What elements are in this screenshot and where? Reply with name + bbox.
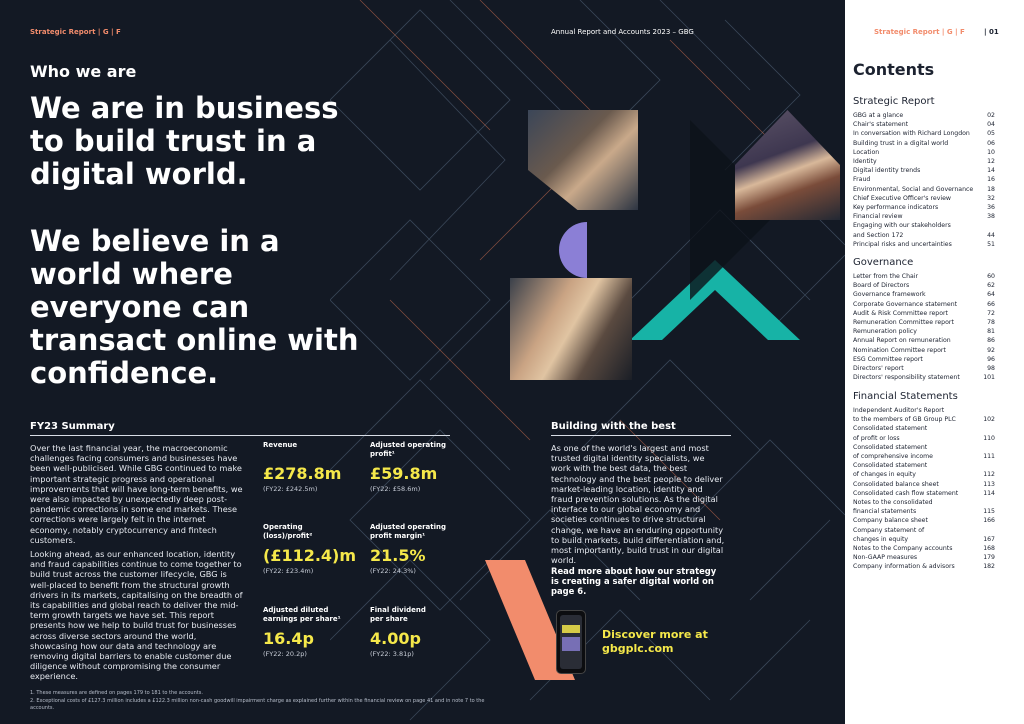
- toc-item-page: 44: [987, 231, 995, 239]
- toc-item-page: 66: [987, 300, 995, 308]
- kpi-value: (£112.4)m: [263, 546, 357, 565]
- toc-item-page: 78: [987, 319, 995, 327]
- toc-item-label: of profit or loss: [853, 434, 900, 442]
- toc-item-page: 182: [983, 563, 995, 571]
- toc-item-label: Letter from the Chair: [853, 273, 919, 280]
- toc-item-label: Remuneration Committee report: [853, 319, 954, 327]
- toc-item[interactable]: [853, 272, 995, 281]
- toc-item-label: financial statements: [853, 508, 917, 516]
- toc-item[interactable]: [853, 498, 995, 507]
- toc-item-label: GBG at a glance: [853, 112, 904, 119]
- toc-item-page: 64: [987, 291, 995, 299]
- toc-item-label: Nomination Committee report: [853, 346, 946, 354]
- discover-more-link[interactable]: Discover more at gbgplc.com: [602, 628, 708, 655]
- toc-item[interactable]: [853, 111, 995, 120]
- toc-heading-financial: Financial Statements: [853, 391, 958, 402]
- toc-item[interactable]: [853, 194, 995, 203]
- toc-item-page: 81: [987, 328, 995, 336]
- kpi-diluted-eps: [263, 606, 363, 658]
- toc-item[interactable]: [853, 424, 995, 433]
- toc-item[interactable]: [853, 434, 995, 443]
- toc-item[interactable]: [853, 327, 995, 336]
- toc-item-label: Consolidated statement: [853, 425, 928, 433]
- toc-item[interactable]: [853, 129, 995, 138]
- toc-item[interactable]: [853, 346, 995, 355]
- toc-item-label: Governance framework: [853, 291, 926, 299]
- kpi-prior: (FY22: £23.4m): [263, 567, 314, 575]
- toc-list-governance: [853, 272, 995, 382]
- toc-item-page: 72: [987, 309, 995, 317]
- toc-item-label: Engaging with our stakeholders: [853, 222, 951, 230]
- toc-item-label: Building trust in a digital world: [853, 139, 949, 147]
- toc-item-label: In conversation with Richard Longdon: [853, 130, 970, 138]
- toc-item-page: 51: [987, 240, 995, 248]
- kpi-prior: (FY22: £58.6m): [370, 485, 421, 493]
- toc-item-page: 10: [987, 148, 995, 156]
- toc-item-page: 168: [983, 545, 995, 553]
- toc-item[interactable]: [853, 281, 995, 290]
- toc-item-label: Non-GAAP measures: [853, 554, 918, 562]
- toc-item-label: Financial review: [853, 213, 903, 221]
- toc-item[interactable]: [853, 535, 995, 544]
- toc-item-page: 06: [987, 139, 995, 147]
- toc-item-page: 92: [987, 346, 995, 354]
- kpi-label: Operating (loss)/profit²: [263, 523, 313, 540]
- toc-item[interactable]: [853, 157, 995, 166]
- contents-page: [845, 0, 1024, 724]
- toc-item[interactable]: [853, 300, 995, 309]
- kpi-operating-margin: [370, 523, 450, 575]
- toc-item[interactable]: [853, 231, 995, 240]
- toc-item-page: 102: [983, 416, 995, 424]
- read-more-link[interactable]: Read more about how our strategy is creating a safer digital world on page 6.: [551, 566, 717, 596]
- toc-item-page: 02: [987, 112, 995, 119]
- footnote-1: 1. These measures are defined on pages 179 to 181 to the accounts.: [30, 690, 203, 696]
- kpi-operating-loss: [263, 523, 363, 575]
- toc-item-label: Independent Auditor's Report: [853, 407, 945, 414]
- toc-item[interactable]: [853, 507, 995, 516]
- kpi-value: 21.5%: [370, 546, 426, 565]
- toc-item-page: 36: [987, 204, 995, 212]
- toc-item[interactable]: [853, 443, 995, 452]
- toc-item-page: 60: [987, 273, 995, 280]
- toc-item-label: Key performance indicators: [853, 204, 939, 212]
- toc-item-label: Remuneration policy: [853, 328, 917, 336]
- toc-item-label: Company information & advisors: [853, 563, 955, 571]
- toc-item-page: 38: [987, 213, 995, 221]
- kpi-value: £59.8m: [370, 464, 438, 483]
- vision-headline: We believe in a world where everyone can transact online with confidence.: [30, 224, 359, 390]
- toc-item[interactable]: [853, 355, 995, 364]
- toc-item-label: Consolidated balance sheet: [853, 480, 939, 488]
- toc-item-label: Company balance sheet: [853, 517, 928, 525]
- toc-item-page: 113: [983, 480, 995, 488]
- toc-item-page: 110: [983, 434, 995, 442]
- toc-item[interactable]: [853, 166, 995, 175]
- toc-item-label: of changes in equity: [853, 471, 916, 479]
- toc-item-page: 14: [987, 167, 995, 175]
- report-title: Annual Report and Accounts 2023 – GBG: [551, 28, 694, 36]
- toc-item[interactable]: [853, 470, 995, 479]
- toc-item[interactable]: [853, 221, 995, 230]
- toc-item-label: Fraud: [853, 176, 871, 184]
- toc-item-page: 167: [983, 535, 995, 543]
- kpi-revenue: [263, 441, 363, 493]
- toc-item-label: ESG Committee report: [853, 355, 923, 363]
- building-rule: [551, 435, 731, 436]
- toc-item-label: Identity: [853, 158, 877, 166]
- toc-item-label: Company statement of: [853, 526, 925, 534]
- toc-item[interactable]: [853, 489, 995, 498]
- toc-item[interactable]: [853, 139, 995, 148]
- kpi-prior: (FY22: 3.81p): [370, 650, 414, 658]
- section-header: Strategic Report | G | F: [30, 28, 121, 36]
- kpi-adjusted-operating-profit: [370, 441, 450, 493]
- toc-item[interactable]: [853, 212, 995, 221]
- toc-item-label: Environmental, Social and Governance: [853, 185, 974, 193]
- kpi-label: Revenue: [263, 441, 298, 449]
- toc-item[interactable]: [853, 318, 995, 327]
- toc-item[interactable]: [853, 203, 995, 212]
- toc-item-label: Consolidated cash flow statement: [853, 489, 959, 497]
- toc-heading-governance: Governance: [853, 257, 914, 268]
- toc-item-label: Chief Executive Officer's review: [853, 194, 951, 202]
- phone-screen: [560, 615, 582, 669]
- building-paragraph: As one of the world's largest and most trusted digital identity specialists, we work with the best data, the best technology and the best people to deliver market-leading location, identity and fraud prevention solutions. As the digital interface to our global economy and societies continues to drive structural change, we have an enduring opportunity to build markets, build differentiation and, most importantly, build trust in our digital world.: [551, 443, 725, 566]
- toc-item-label: Directors' report: [853, 365, 904, 373]
- contents-title: Contents: [853, 60, 935, 79]
- toc-item-label: Notes to the consolidated: [853, 499, 933, 507]
- toc-item-label: Corporate Governance statement: [853, 300, 958, 308]
- toc-item[interactable]: [853, 461, 995, 470]
- toc-item-label: Digital identity trends: [853, 167, 921, 175]
- toc-item[interactable]: [853, 185, 995, 194]
- toc-item[interactable]: [853, 516, 995, 525]
- toc-item-page: 16: [987, 176, 995, 184]
- toc-item-page: 166: [983, 517, 995, 525]
- kpi-value: £278.8m: [263, 464, 342, 483]
- toc-item[interactable]: [853, 290, 995, 299]
- kpi-label: Adjusted operating profit¹: [370, 441, 447, 458]
- summary-paragraph-1: Over the last financial year, the macroeconomic challenges facing consumers and businesses have been well-publicised. While GBG continued to make important strategic progress and operational improvements that will have long-term benefits, we were also impacted by unexpectedly deep post-pandemic corrections in some end markets. These corrections were largely felt in the internet economy, notably cryptocurrency and fintech customers.: [30, 443, 243, 545]
- toc-item[interactable]: [853, 544, 995, 553]
- toc-item-page: 32: [987, 194, 995, 202]
- toc-item-page: 62: [987, 282, 995, 290]
- toc-item-label: Principal risks and uncertainties: [853, 240, 952, 248]
- toc-item-label: Board of Directors: [853, 282, 910, 290]
- toc-item-label: Consolidated statement: [853, 443, 928, 451]
- who-we-are-heading: Who we are: [30, 62, 137, 81]
- toc-item-page: 179: [983, 554, 995, 562]
- toc-item-page: 115: [983, 508, 995, 516]
- toc-item[interactable]: [853, 175, 995, 184]
- toc-item-page: 04: [987, 121, 995, 129]
- toc-item[interactable]: [853, 309, 995, 318]
- toc-list-strategic: [853, 111, 995, 249]
- toc-item[interactable]: [853, 480, 995, 489]
- summary-rule: [30, 435, 450, 436]
- building-title: Building with the best: [551, 421, 676, 432]
- kpi-value: 4.00p: [370, 629, 421, 648]
- toc-item-page: 98: [987, 365, 995, 373]
- toc-item[interactable]: [853, 526, 995, 535]
- section-header-right: Strategic Report | G | F: [874, 28, 965, 36]
- page-number: | 01: [984, 28, 999, 36]
- toc-item-page: 112: [983, 471, 995, 479]
- toc-item[interactable]: [853, 406, 995, 415]
- toc-item[interactable]: [853, 120, 995, 129]
- toc-item[interactable]: [853, 336, 995, 345]
- kpi-final-dividend: [370, 606, 450, 658]
- toc-item-label: Consolidated statement: [853, 462, 928, 470]
- toc-item[interactable]: [853, 240, 995, 249]
- phone-mockup: [556, 610, 586, 674]
- summary-title: FY23 Summary: [30, 421, 115, 432]
- toc-item[interactable]: [853, 373, 995, 382]
- summary-paragraph-2: Looking ahead, as our enhanced location, identity and fraud capabilities continue to come together to build trust across the customer lifecycle, GBG is well-placed to benefit from the structural growth drivers in its markets, capitalising on the breadth of its capabilities and global reach to deliver the mid-term growth targets we have set. This report presents how we help to build trust for businesses across diverse sectors around the world, showcasing how our data and technology are removing digital barriers to enable customer due diligence without compromising the consumer experience.: [30, 549, 243, 682]
- toc-item[interactable]: [853, 553, 995, 562]
- toc-item-page: 86: [987, 337, 995, 345]
- toc-item-page: 12: [987, 158, 995, 166]
- toc-item-label: Directors' responsibility statement: [853, 374, 960, 382]
- photo-woman-car: [510, 278, 632, 380]
- kpi-prior: (FY22: 24.3%): [370, 567, 416, 575]
- mission-headline: We are in business to build trust in a digital world.: [30, 91, 339, 191]
- toc-item-label: and Section 172: [853, 231, 904, 239]
- toc-item-label: Notes to the Company accounts: [853, 545, 953, 553]
- kpi-label: Adjusted diluted earnings per share¹: [263, 606, 341, 623]
- purple-semicircle: [559, 222, 587, 278]
- toc-item-label: changes in equity: [853, 535, 909, 543]
- kpi-label: Adjusted operating profit margin¹: [370, 523, 447, 540]
- toc-item-label: Chair's statement: [853, 121, 909, 129]
- toc-item[interactable]: [853, 562, 995, 571]
- toc-item-page: 101: [983, 374, 995, 382]
- toc-item-page: 114: [983, 489, 995, 497]
- kpi-prior: (FY22: 20.2p): [263, 650, 307, 658]
- toc-heading-strategic: Strategic Report: [853, 96, 935, 107]
- toc-item-label: Audit & Risk Committee report: [853, 309, 948, 317]
- footnote-2: 2. Exceptional costs of £127.3 million includes a £122.3 million non-cash goodwill impairment charge as explained further within the financial review on page 41 and in note 7 to the accounts.: [30, 698, 485, 711]
- toc-item-label: Annual Report on remuneration: [853, 337, 951, 345]
- toc-item-page: 111: [983, 453, 995, 461]
- toc-item-label: Location: [853, 148, 880, 156]
- toc-item[interactable]: [853, 415, 995, 424]
- toc-item[interactable]: [853, 148, 995, 157]
- toc-item-label: to the members of GB Group PLC: [853, 416, 956, 424]
- kpi-prior: (FY22: £242.5m): [263, 485, 318, 493]
- kpi-value: 16.4p: [263, 629, 314, 648]
- toc-item-page: 18: [987, 185, 995, 193]
- kpi-label: Final dividend per share: [370, 606, 426, 623]
- toc-item-page: 05: [987, 130, 995, 138]
- toc-item[interactable]: [853, 364, 995, 373]
- toc-item[interactable]: [853, 452, 995, 461]
- toc-list-financial: [853, 406, 995, 572]
- toc-item-page: 96: [987, 355, 995, 363]
- toc-item-label: of comprehensive income: [853, 453, 933, 461]
